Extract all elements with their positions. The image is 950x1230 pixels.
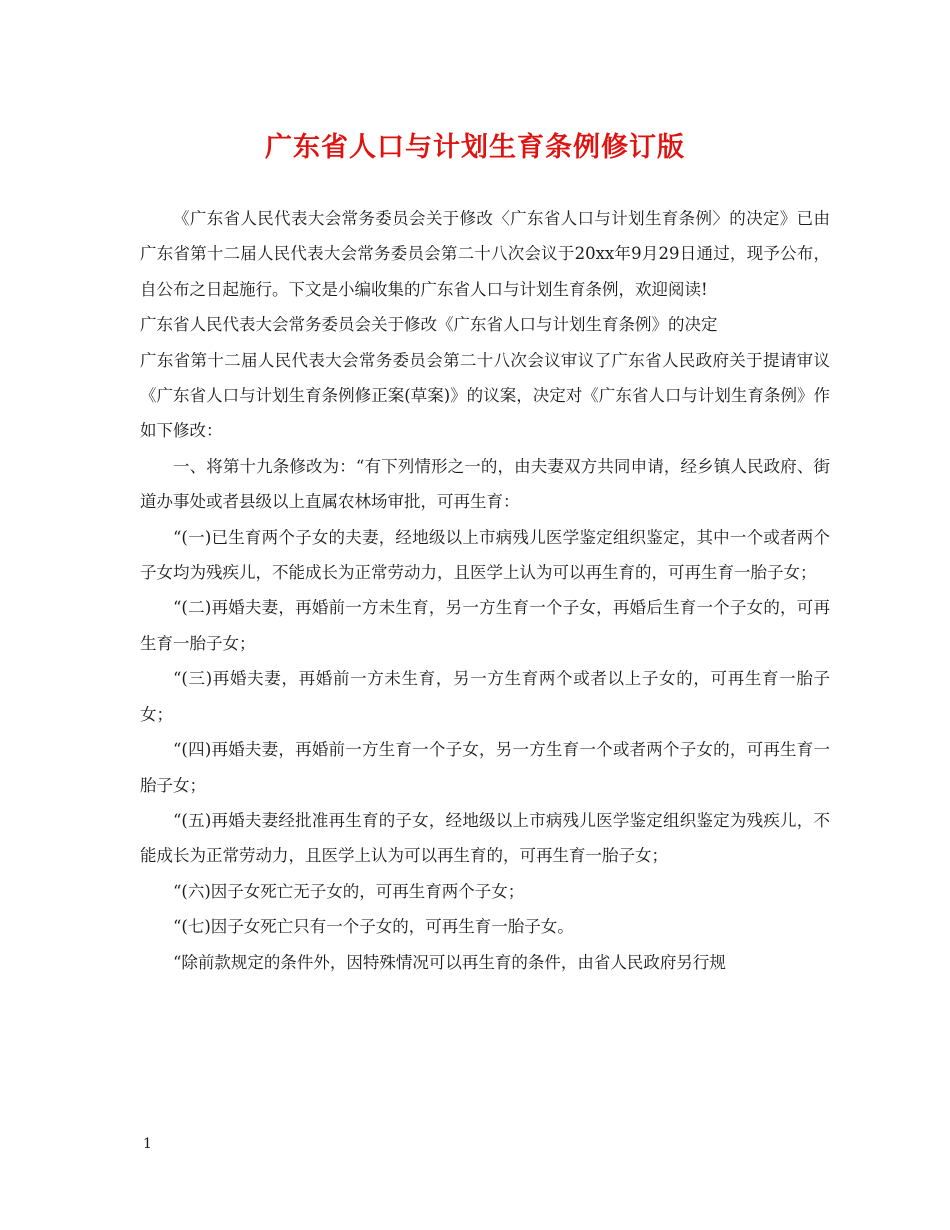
clause-2: “(二)再婚夫妻，再婚前一方未生育，另一方生育一个子女，再婚后生育一个子女的，可再生育一胎子女； xyxy=(140,598,830,653)
document-body xyxy=(140,201,830,980)
document-title: 广东省人口与计划生育条例修订版 xyxy=(265,132,685,163)
clause-1: “(一)已生育两个子女的夫妻，经地级以上市病残儿医学鉴定组织鉴定，其中一个或者两个子女均为残疾儿，不能成长为正常劳动力，且医学上认为可以再生育的，可再生育一胎子女； xyxy=(140,527,830,583)
amendment-item-1: 一、将第十九条修改为：“有下列情形之一的，由夫妻双方共同申请，经乡镇人民政府、街道办事处或者县级以上直属农林场审批，可再生育： xyxy=(140,456,830,512)
clause-4: “(四)再婚夫妻，再婚前一方生育一个子女，另一方生育一个或者两个子女的，可再生育一胎子女； xyxy=(140,740,830,795)
clause-7: “(七)因子女死亡只有一个子女的，可再生育一胎子女。 xyxy=(173,917,574,937)
additional-clause: “除前款规定的条件外，因特殊情况可以再生育的条件，由省人民政府另行规 xyxy=(173,952,726,972)
page-number: 1 xyxy=(143,1136,152,1152)
clause-3: “(三)再婚夫妻，再婚前一方未生育，另一方生育两个或者以上子女的，可再生育一胎子女； xyxy=(140,669,830,724)
decision-preamble: 广东省第十二届人民代表大会常务委员会第二十八次会议审议了广东省人民政府关于提请审议《广东省人口与计划生育条例修正案(草案)》的议案，决定对《广东省人口与计划生育条例》作如下修改： xyxy=(140,350,830,441)
decision-heading: 广东省人民代表大会常务委员会关于修改《广东省人口与计划生育条例》的决定 xyxy=(140,315,718,335)
intro-paragraph: 《广东省人民代表大会常务委员会关于修改〈广东省人口与计划生育条例〉的决定》已由广东省第十二届人民代表大会常务委员会第二十八次会议于20xx年9月29日通过，现予公布，自公布之日起施行。下文是小编收集的广东省人口与计划生育条例，欢迎阅读! xyxy=(140,209,830,299)
clause-5: “(五)再婚夫妻经批准再生育的子女，经地级以上市病残儿医学鉴定组织鉴定为残疾儿，不能成长为正常劳动力，且医学上认为可以再生育的，可再生育一胎子女； xyxy=(140,810,830,866)
clause-6: “(六)因子女死亡无子女的，可再生育两个子女； xyxy=(173,881,525,901)
